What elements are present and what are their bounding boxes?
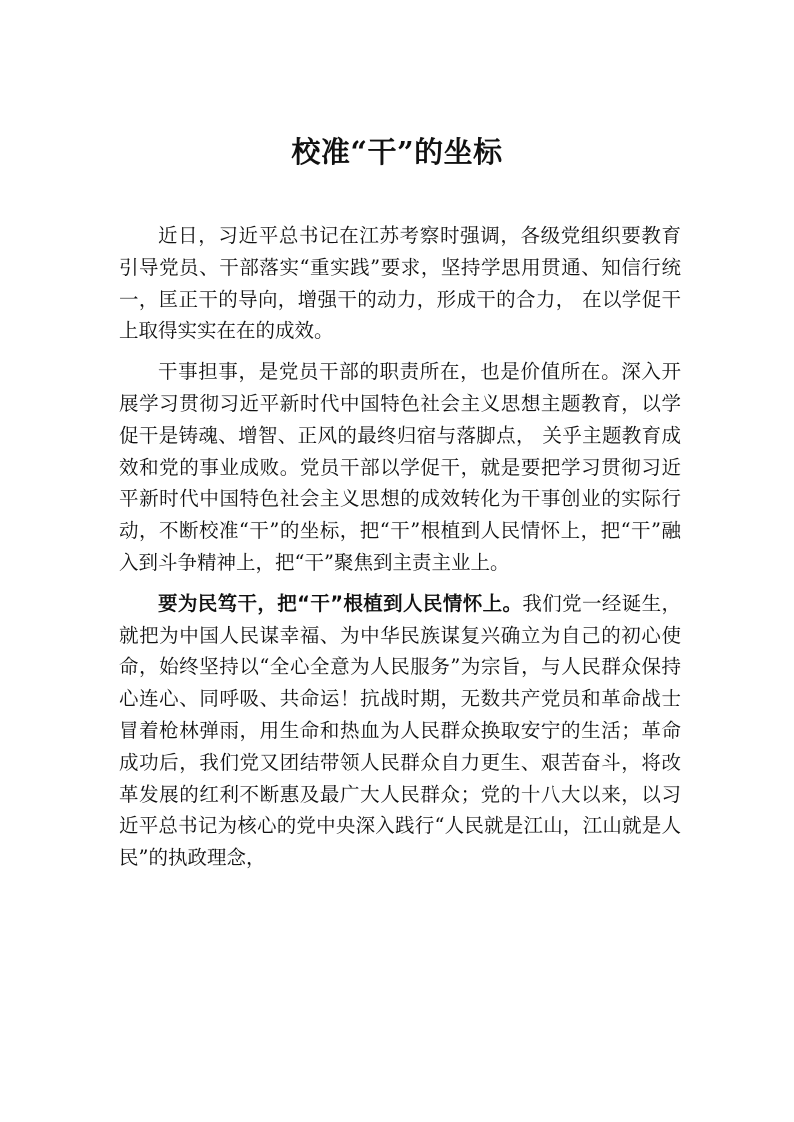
paragraph-3-text: 我们党一经诞生，就把为中国人民谋幸福、为中华民族谋复兴确立为自己的初心使命，始终坚持以“全心全意为人民服务”为宗旨，与人民群众保持心连心、同呼吸、共命运！抗战时期，无数共产党员和革命战士冒着枪林弹雨，用生命和热血为人民群众换取安宁的生活；革命成功后，我们党又团结带领人民群众自力更生、艰苦奋斗，将改革发展的红利不断惠及最广大人民群众；党的十八大以来，以习近平总书记为核心的党中央深入践行“人民就是江山，江山就是人民”的执政理念， [119,591,681,870]
paragraph-3-lead-heading: 要为民笃干，把“干”根植到人民情怀上。 [158,591,523,615]
paragraph-2-text: 干事担事，是党员干部的职责所在，也是价值所在。深入开展学习贯彻习近平新时代中国特色社会主义思想主题教育，以学促干是铸魂、增智、正风的最终归宿与落脚点， 关乎主题教育成效和党的事业成败。党员干部以学促干，就是要把学习贯彻习近平新时代中国特色社会主义思想的成效转化为干事创业的实际行动，不断校准“干”的坐标，把“干”根植到人民情怀上，把“干”融入到斗争精神上，把“干”聚焦到主责主业上。 [119,360,681,574]
paragraph-2 [119,356,681,579]
paragraph-1 [119,220,681,347]
document-body [119,220,681,883]
paragraph-3 [119,588,681,874]
paragraph-1-text: 近日，习近平总书记在江苏考察时强调，各级党组织要教育引导党员、干部落实“重实践”要求，坚持学思用贯通、知信行统一，匡正干的导向，增强干的动力，形成干的合力， 在以学促干上取得实实在在的成效。 [119,224,681,343]
document-title: 校准“干”的坐标 [291,135,503,169]
